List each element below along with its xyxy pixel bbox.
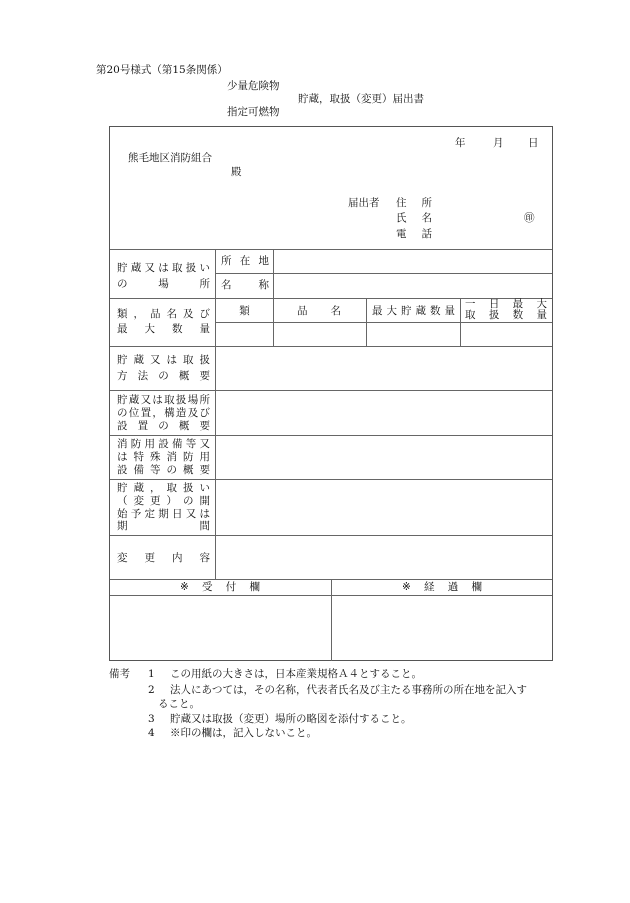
note-number: 1 — [148, 668, 155, 680]
method-label-line1: 貯 蔵 又 は 取 扱 — [117, 354, 210, 366]
quantity-label-line2: 最 大 数 量 — [117, 323, 210, 335]
applicant-label: 届出者 — [348, 197, 380, 209]
col-header-daily-max-line2: 取 扱 数 量 — [465, 309, 547, 321]
name-field[interactable] — [440, 210, 520, 224]
method-field[interactable] — [218, 349, 550, 388]
divider — [215, 273, 552, 274]
addressee: 熊毛地区消防組合 — [128, 152, 212, 164]
divider — [110, 535, 552, 536]
fire-equipment-label-line2: は 特 殊 消 防 用 — [117, 451, 210, 463]
fire-equipment-label-line1: 消 防 用 設 備 等 又 — [117, 438, 210, 450]
divider — [110, 479, 552, 480]
divider — [366, 298, 367, 346]
location-label-line1: 貯蔵又は取扱い — [117, 262, 210, 274]
title-small-hazardous: 少量危険物 — [227, 80, 280, 92]
name-label: 氏 名 — [396, 212, 432, 224]
note-text: この用紙の大きさは，日本産業規格Ａ４とすること。 — [170, 668, 422, 680]
divider — [215, 322, 552, 323]
schedule-label-line2: （ 変 更 ） の 開 — [117, 495, 210, 507]
fire-equipment-field[interactable] — [218, 437, 550, 477]
form-title: 貯蔵，取扱（変更）届出書 — [298, 93, 424, 105]
method-label-line2: 方 法 の 概 要 — [117, 370, 210, 382]
schedule-field[interactable] — [218, 481, 550, 533]
note-number: 4 — [148, 727, 155, 739]
note-text: 法人にあつては，その名称，代表者氏名及び主たる事務所の所在地を記入す — [170, 684, 527, 696]
location-address-field[interactable] — [276, 251, 550, 271]
reception-box — [112, 597, 328, 659]
form-number: 第20号様式（第15条関係） — [96, 64, 228, 76]
honorific: 殿 — [231, 166, 242, 178]
divider — [110, 435, 552, 436]
divider — [110, 249, 552, 250]
seal-icon: ㊞ — [524, 212, 535, 224]
divider — [273, 249, 274, 298]
date-month-label: 月 — [493, 137, 504, 149]
progress-column-header: ※ 経 過 欄 — [402, 581, 482, 593]
fire-equipment-label-line3: 設 備 等 の 概 要 — [117, 464, 210, 476]
max-storage-field[interactable] — [368, 324, 458, 344]
col-header-max-storage: 最 大 貯 蔵 数 量 — [372, 305, 455, 317]
address-field[interactable] — [440, 195, 540, 209]
reception-column-header: ※ 受 付 欄 — [180, 581, 260, 593]
note-number: 3 — [148, 713, 155, 725]
location-name-field[interactable] — [276, 275, 550, 296]
col-header-product-name: 品 名 — [297, 305, 341, 317]
location-address-label: 所 在 地 — [221, 255, 269, 267]
facility-label-line3: 設 置 の 概 要 — [117, 420, 210, 432]
divider — [273, 298, 274, 346]
type-field[interactable] — [217, 324, 271, 344]
notes-heading: 備考 — [109, 668, 130, 680]
progress-box — [334, 597, 550, 659]
col-header-daily-max-line1: 一 日 最 大 — [465, 298, 547, 310]
note-text: ※印の欄は，記入しないこと。 — [170, 727, 317, 739]
divider — [331, 579, 332, 661]
location-label-line2: の 場 所 — [117, 278, 210, 290]
quantity-label-line1: 類 ， 品 名 及 び — [117, 308, 210, 320]
date-day-label: 日 — [528, 137, 539, 149]
phone-field[interactable] — [440, 226, 540, 240]
divider — [215, 249, 216, 579]
schedule-label-line3: 始 予 定 期 日 又 は — [117, 508, 210, 520]
divider — [460, 298, 461, 346]
note-text: 貯蔵又は取扱（変更）場所の略図を添付すること。 — [170, 713, 412, 725]
divider — [110, 346, 552, 347]
changes-label: 変 更 内 容 — [117, 552, 210, 564]
note-number: 2 — [148, 684, 155, 696]
address-label: 住 所 — [396, 197, 432, 209]
phone-label: 電 話 — [396, 228, 432, 240]
facility-field[interactable] — [218, 393, 550, 433]
daily-max-field[interactable] — [462, 324, 550, 344]
note-text-continued: ること。 — [158, 698, 200, 710]
date-year-label: 年 — [455, 137, 466, 149]
col-header-type: 類 — [239, 305, 250, 317]
location-name-label: 名 称 — [221, 279, 269, 291]
schedule-label-line4: 期 間 — [117, 520, 210, 532]
title-designated-combustible: 指定可燃物 — [227, 106, 280, 118]
notification-form-table — [109, 126, 553, 661]
product-name-field[interactable] — [275, 324, 364, 344]
changes-field[interactable] — [218, 537, 550, 577]
facility-label-line2: の位置，構造及び — [117, 407, 210, 419]
divider — [110, 390, 552, 391]
facility-label-line1: 貯蔵又は取扱場所 — [117, 394, 210, 406]
schedule-label-line1: 貯 蔵 ， 取 扱 い — [117, 482, 210, 494]
